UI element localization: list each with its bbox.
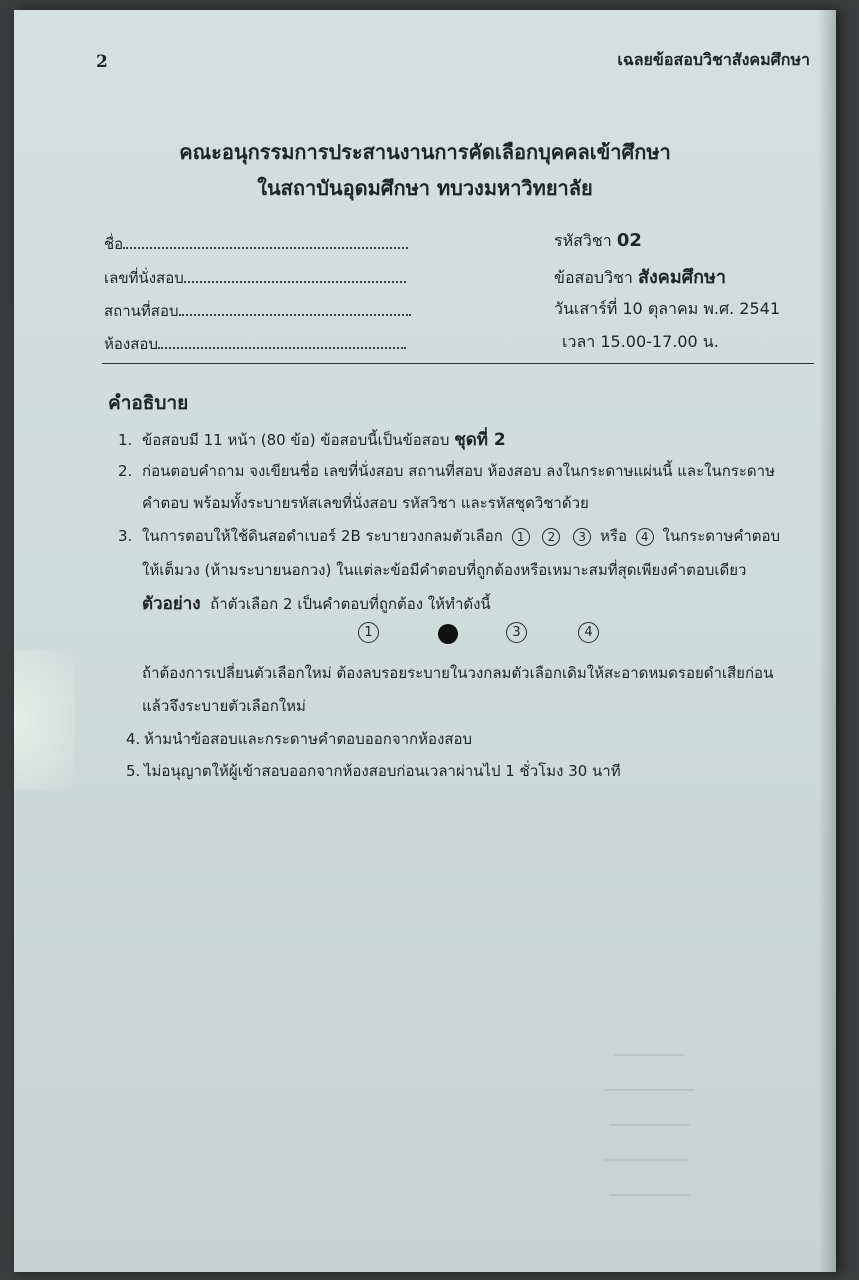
change-instruction-line-1: ถ้าต้องการเปลี่ยนตัวเลือกใหม่ ต้องลบรอยระบายในวงกลมตัวเลือกเดิมให้สะอาดหมดรอยดำเสียก่อน [142,664,774,682]
subject-value: สังคมศึกษา [638,267,726,288]
example-choice-3-icon: 3 [506,622,527,643]
show-through-mark [604,1145,689,1161]
or-word: หรือ [600,527,627,545]
room-label: ห้องสอบ [104,335,158,353]
instruction-3-line-1 [118,524,780,548]
choice-4-icon: 4 [636,528,654,546]
title-line-1: คณะอนุกรรมการประสานงานการคัดเลือกบุคคลเข้าศึกษา [179,140,671,164]
page-number: 2 [96,52,108,72]
instruction-2-line-1 [118,459,775,483]
title-line-2: ในสถาบันอุดมศึกษา ทบวงมหาวิทยาลัย [257,176,593,200]
seat-label: เลขที่นั่งสอบ [104,269,184,287]
instruction-4 [126,727,472,751]
venue-label: สถานที่สอบ [104,302,179,320]
instruction-4-text: ห้ามนำข้อสอบและกระดาษคำตอบออกจากห้องสอบ [144,730,473,748]
instruction-1-number: 1. [118,431,133,449]
instruction-5 [126,759,621,783]
subject-name [554,262,726,291]
example-choice-1-icon: 1 [358,622,379,643]
seat-field[interactable] [104,266,406,290]
choice-2-icon: 2 [542,528,560,546]
separator-line [102,363,814,364]
subject-code-label: รหัสวิชา [554,231,612,250]
show-through-mark [604,1075,694,1091]
exam-time: เวลา 15.00-17.00 น. [562,332,719,351]
instruction-5-text: ไม่อนุญาตให้ผู้เข้าสอบออกจากห้องสอบก่อนเวลาผ่านไป 1 ชั่วโมง 30 นาที [144,762,621,780]
example-line [142,590,491,617]
example-filled-choice-icon [438,624,458,644]
venue-dotted-line [179,313,411,316]
subject-code-value: 02 [616,230,642,251]
instruction-1-text: ข้อสอบมี 11 หน้า (80 ข้อ) ข้อสอบนี้เป็นข้อสอบ [142,431,450,449]
paper-stain [14,650,74,790]
subject-code [554,229,642,254]
instruction-2-number: 2. [118,462,133,480]
exam-set-number: ชุดที่ 2 [454,430,506,450]
exam-date: วันเสาร์ที่ 10 ตุลาคม พ.ศ. 2541 [554,299,781,318]
subject-label: ข้อสอบวิชา [554,268,633,287]
show-through-mark [610,1180,690,1196]
example-label: ตัวอย่าง [142,594,201,614]
instruction-3-line-2: ให้เต็มวง (ห้ามระบายนอกวง) ในแต่ละข้อมีคำตอบที่ถูกต้องหรือเหมาะสมที่สุดเพียงคำตอบเดียว [142,561,747,579]
show-through-mark [610,1110,690,1126]
instruction-4-number: 4. [126,730,141,748]
room-dotted-line [158,346,406,349]
instruction-5-number: 5. [126,762,141,780]
show-through-mark [614,1040,684,1056]
instruction-1 [118,426,506,453]
seat-dotted-line [184,280,406,283]
choice-1-icon: 1 [512,528,530,546]
room-field[interactable] [104,332,406,356]
name-label: ชื่อ [104,235,124,253]
choice-3-icon: 3 [573,528,591,546]
instruction-2-text-1: ก่อนตอบคำถาม จงเขียนชื่อ เลขที่นั่งสอบ สถานที่สอบ ห้องสอบ ลงในกระดาษแผ่นนี้ และในกระดาษ [142,462,775,480]
change-instruction-line-2: แล้วจึงระบายตัวเลือกใหม่ [142,697,306,715]
instructions-heading: คำอธิบาย [108,392,189,414]
instruction-2-line-2: คำตอบ พร้อมทั้งระบายรหัสเลขที่นั่งสอบ รหัสวิชา และรหัสชุดวิชาด้วย [142,494,589,512]
example-choice-4-icon: 4 [578,622,599,643]
example-text: ถ้าตัวเลือก 2 เป็นคำตอบที่ถูกต้อง ให้ทำดังนี้ [210,595,491,613]
instruction-3-text-a: ในการตอบให้ใช้ดินสอดำเบอร์ 2B ระบายวงกลมตัวเลือก [142,527,503,545]
name-field[interactable] [104,232,408,256]
running-title: เฉลยข้อสอบวิชาสังคมศึกษา [617,50,810,69]
instruction-3-number: 3. [118,527,133,545]
name-dotted-line [123,246,408,249]
instruction-3-text-b: ในกระดาษคำตอบ [662,527,781,545]
venue-field[interactable] [104,299,411,323]
exam-cover-page [14,10,836,1272]
